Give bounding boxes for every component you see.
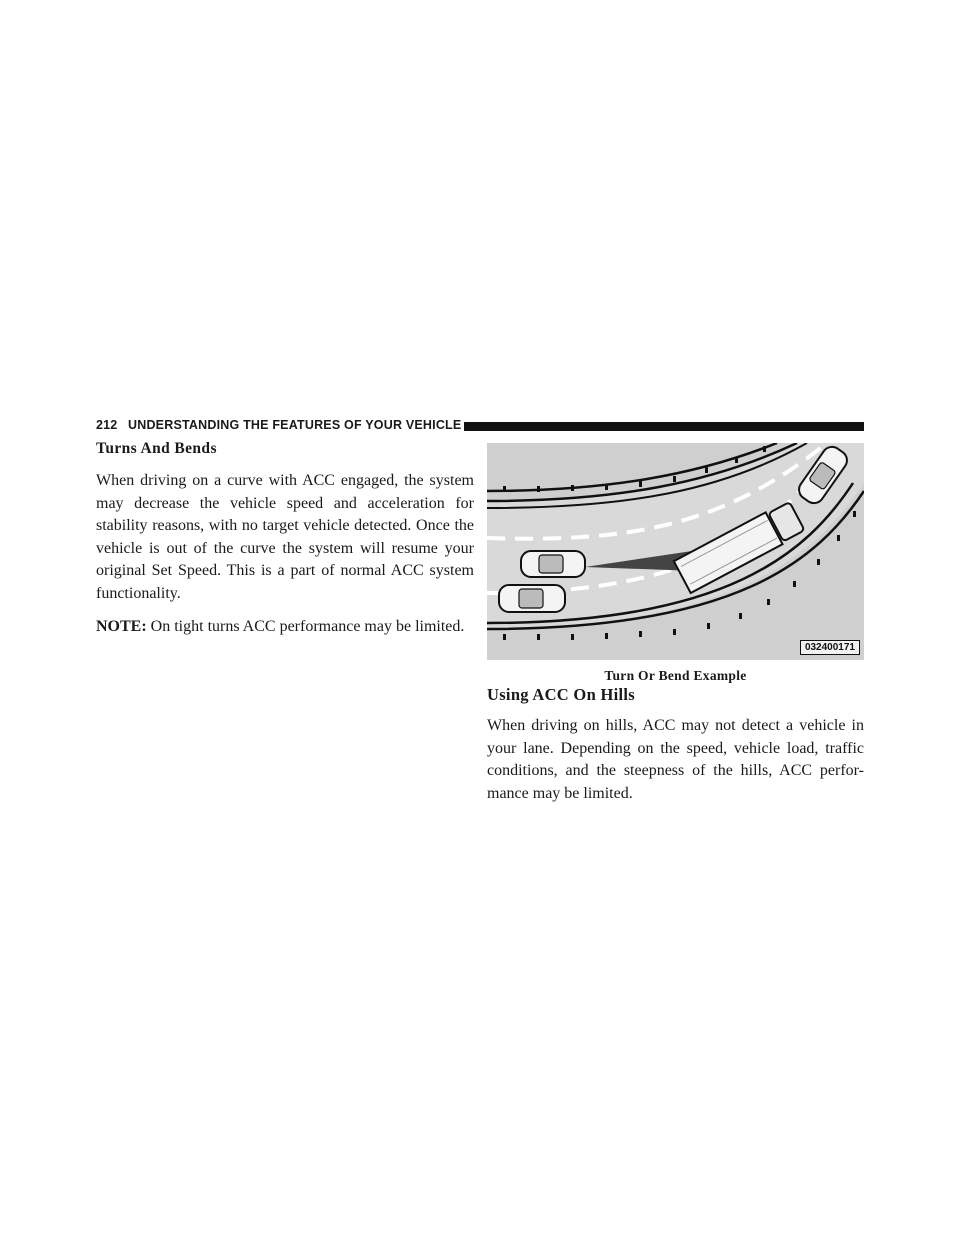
acc-vehicle	[521, 551, 585, 577]
turns-and-bends-heading: Turns And Bends	[96, 440, 217, 457]
turns-and-bends-paragraph: When driving on a curve with ACC engaged, the system may decrease the vehicle speed and acceleration for stability reasons, with no target vehicle detected. Once the vehicle is out of the curve the system will resume your original Set Speed. This is a part of normal ACC system functionality.	[96, 472, 474, 602]
adjacent-vehicle	[499, 585, 565, 612]
hills-heading: Using ACC On Hills	[487, 685, 635, 704]
note-label: NOTE:	[96, 618, 147, 635]
hills-paragraph: When driving on hills, ACC may not detect a vehicle in your lane. Depending on the speed, vehicle load, traffic conditions, and the steepness of the hills, ACC perfor-mance may be limited.	[487, 717, 864, 802]
header-rule	[464, 422, 864, 431]
section-title: UNDERSTANDING THE FEATURES OF YOUR VEHICLE	[128, 418, 462, 432]
right-column	[487, 685, 864, 805]
left-column	[96, 440, 474, 639]
figure-caption: Turn Or Bend Example	[604, 668, 747, 683]
note-paragraph	[96, 616, 474, 639]
note-text: On tight turns ACC performance may be limited.	[150, 618, 465, 635]
page-header	[96, 418, 864, 436]
figure-id-label: 032400171	[800, 640, 860, 655]
page-number: 212	[96, 418, 118, 432]
turn-or-bend-illustration	[487, 443, 864, 660]
road-curve-drawing	[487, 443, 864, 660]
